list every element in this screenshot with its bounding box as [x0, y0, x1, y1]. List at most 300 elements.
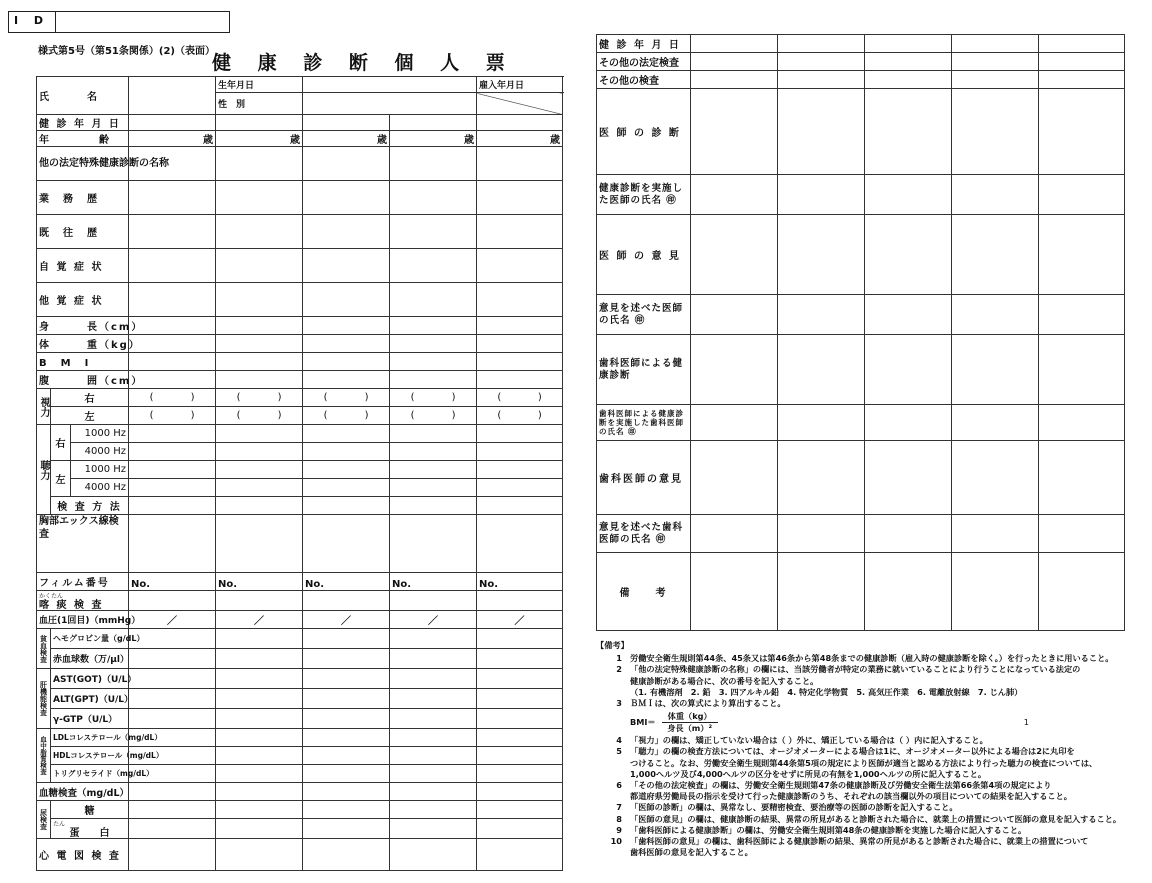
film-no-value-1[interactable]: No. — [129, 573, 216, 591]
exam-date-value-3[interactable] — [865, 35, 952, 53]
bmi-value-1[interactable] — [129, 353, 216, 371]
bp-value-3[interactable]: ／ — [303, 611, 390, 629]
doctor-diag-value-5[interactable] — [1039, 89, 1125, 175]
table-row — [37, 839, 563, 871]
alt-value-1[interactable] — [129, 689, 216, 709]
subjective-value-1[interactable] — [129, 249, 216, 283]
note-text: 「視力」の欄は、矯正していない場合は（ ）外に、矯正している場合は（ ）内に記入すること。 — [630, 735, 988, 746]
name-value[interactable] — [129, 77, 216, 115]
doctor-opinion-value-2[interactable] — [778, 215, 865, 295]
age-value-3[interactable]: 歳 — [303, 131, 390, 147]
hearing-l4000-value-5[interactable] — [477, 479, 563, 497]
vision-left-label: 左 — [51, 407, 129, 425]
note-item — [596, 825, 1144, 836]
note-text: 「医師の診断」の欄は、異常なし、要精密検査、要治療等の医師の診断を記入すること。 — [630, 802, 958, 813]
dental-opinion-name-value-5[interactable] — [1039, 515, 1125, 553]
table-row — [37, 479, 563, 497]
sputum-value-1[interactable] — [129, 591, 216, 611]
ecg-value-3[interactable] — [303, 839, 390, 871]
name-label: 氏 名 — [37, 77, 129, 115]
remarks-value-3[interactable] — [865, 553, 952, 631]
waist-value-5[interactable] — [477, 371, 563, 389]
ggt-value-3[interactable] — [303, 709, 390, 729]
test-method-value-1[interactable] — [129, 497, 216, 515]
remarks-value-2[interactable] — [778, 553, 865, 631]
hearing-r1000-value-1[interactable] — [129, 425, 216, 443]
ast-value-2[interactable] — [216, 669, 303, 689]
opinion-doctor-name-label: 意見を述べた医師の氏名 ㊞ — [597, 295, 691, 335]
ggt-value-5[interactable] — [477, 709, 563, 729]
rbc-value-1[interactable] — [129, 649, 216, 669]
weight-value-4[interactable] — [390, 335, 477, 353]
vision-label: 視力 — [37, 389, 51, 425]
ldl-value-4[interactable] — [390, 729, 477, 747]
hearing-l1000-value-4[interactable] — [390, 461, 477, 479]
exam_date-value-5[interactable] — [477, 115, 563, 131]
other-test-value-4[interactable] — [952, 71, 1039, 89]
ggt-value-2[interactable] — [216, 709, 303, 729]
note-text: 「その他の法定検査」の欄は、労働安全衛生規則第47条の健康診断及び労働安全衛生法第66条第4項の規定により 都道府県労働局長の指示を受けて行った健康診断のうち、それぞれの該当欄以外の項目についての結果を記入すること。 — [630, 780, 1072, 802]
vision-left-value-3[interactable] — [303, 407, 390, 425]
hdl-value-2[interactable] — [216, 747, 303, 765]
past_history-value-3[interactable] — [303, 215, 390, 249]
dental-name-value-1[interactable] — [691, 405, 778, 441]
dental-opinion-value-2[interactable] — [778, 441, 865, 515]
dental-value-3[interactable] — [865, 335, 952, 405]
doctor-opinion-value-3[interactable] — [865, 215, 952, 295]
note-text: ＢＭＩは、次の算式により算出すること。 — [630, 698, 786, 709]
table-row — [37, 371, 563, 389]
vision-right-label: 右 — [51, 389, 129, 407]
other_exam-label: 他の法定特殊健康診断の名称 — [37, 147, 129, 181]
doctor-diag-label: 医 師 の 診 断 — [597, 89, 691, 175]
vision-paren: ( ) — [236, 392, 282, 403]
hearing-r1000-value-4[interactable] — [390, 425, 477, 443]
vision-right-value-3[interactable] — [303, 389, 390, 407]
hearing-l1000-value-5[interactable] — [477, 461, 563, 479]
alt-value-5[interactable] — [477, 689, 563, 709]
doctor-name-value-4[interactable] — [952, 175, 1039, 215]
protein-value-5[interactable] — [477, 819, 563, 839]
chest-xray-value-3[interactable] — [303, 515, 390, 573]
waist-value-4[interactable] — [390, 371, 477, 389]
bp-value-4[interactable]: ／ — [390, 611, 477, 629]
note-number: 9 — [616, 824, 622, 835]
note-item — [596, 836, 1144, 858]
height-value-5[interactable] — [477, 317, 563, 335]
hgb-value-2[interactable] — [216, 629, 303, 649]
objective-value-4[interactable] — [390, 283, 477, 317]
exam_date-value-2[interactable] — [216, 115, 303, 131]
other-legal-value-2[interactable] — [778, 53, 865, 71]
birth-value[interactable] — [303, 77, 477, 93]
ggt-label: γ-GTP（U/L） — [51, 709, 129, 729]
table-row — [597, 553, 1125, 631]
table-row — [37, 77, 563, 93]
exam_date-value-1[interactable] — [129, 115, 216, 131]
other-legal-label: その他の法定検査 — [597, 53, 691, 71]
sputum-value-4[interactable] — [390, 591, 477, 611]
vision-left-value-4[interactable] — [390, 407, 477, 425]
dental-opinion-name-value-2[interactable] — [778, 515, 865, 553]
hearing-l1000-value-2[interactable] — [216, 461, 303, 479]
glucose-value-5[interactable] — [477, 783, 563, 801]
vision-right-value-1[interactable] — [129, 389, 216, 407]
rbc-value-3[interactable] — [303, 649, 390, 669]
ldl-value-3[interactable] — [303, 729, 390, 747]
vision-left-value-1[interactable] — [129, 407, 216, 425]
objective-value-5[interactable] — [477, 283, 563, 317]
past_history-value-2[interactable] — [216, 215, 303, 249]
bmi-fraction — [662, 711, 718, 734]
bmi-label: B M I — [37, 353, 129, 371]
bp-value-5[interactable]: ／ — [477, 611, 563, 629]
weight-label: 体 重（kg） — [37, 335, 129, 353]
work_history-value-2[interactable] — [216, 181, 303, 215]
protein-value-3[interactable] — [303, 819, 390, 839]
exam-date-value-5[interactable] — [1039, 35, 1125, 53]
hgb-value-3[interactable] — [303, 629, 390, 649]
doctor-diag-value-1[interactable] — [691, 89, 778, 175]
bmi-value-5[interactable] — [477, 353, 563, 371]
vision-paren: ( ) — [410, 392, 456, 403]
other_exam-value-3[interactable] — [303, 147, 390, 181]
sputum-value-5[interactable] — [477, 591, 563, 611]
waist-value-2[interactable] — [216, 371, 303, 389]
doctor-name-value-5[interactable] — [1039, 175, 1125, 215]
vision-left-value-2[interactable] — [216, 407, 303, 425]
doctor-name-value-2[interactable] — [778, 175, 865, 215]
dental-value-1[interactable] — [691, 335, 778, 405]
age-value-4[interactable]: 歳 — [390, 131, 477, 147]
hearing-l4000-value-1[interactable] — [129, 479, 216, 497]
hgb-value-5[interactable] — [477, 629, 563, 649]
chest-xray-label: 胸部エックス線検査 — [37, 515, 129, 573]
lipid-label: 血中脂質検査 — [37, 729, 51, 783]
test-method-label: 検 査 方 法 — [51, 497, 129, 515]
other-test-value-2[interactable] — [778, 71, 865, 89]
other-test-value-1[interactable] — [691, 71, 778, 89]
other_exam-value-5[interactable] — [477, 147, 563, 181]
chest-xray-value-1[interactable] — [129, 515, 216, 573]
hgb-value-4[interactable] — [390, 629, 477, 649]
alt-label: ALT(GPT)（U/L） — [51, 689, 129, 709]
work_history-value-3[interactable] — [303, 181, 390, 215]
hdl-value-5[interactable] — [477, 747, 563, 765]
objective-value-1[interactable] — [129, 283, 216, 317]
objective-value-2[interactable] — [216, 283, 303, 317]
dental-value-2[interactable] — [778, 335, 865, 405]
note-text: 「他の法定特殊健康診断の名称」の欄には、当該労働者が特定の業務に就いていることにより行うことになっている法定の 健康診断がある場合に、次の番号を記入すること。 （1. 有機溶剤 2. 鉛 3. 四アルキル鉛 4. 特定化学物質 5. 高気圧作業 6. 電離放射線 7. じん肺） — [630, 664, 1081, 697]
vision-paren: ( ) — [323, 410, 369, 421]
opinion-doctor-name-value-3[interactable] — [865, 295, 952, 335]
alt-value-4[interactable] — [390, 689, 477, 709]
bmi-value-2[interactable] — [216, 353, 303, 371]
work_history-value-1[interactable] — [129, 181, 216, 215]
note-number: 1 — [616, 653, 622, 664]
doctor-opinion-value-1[interactable] — [691, 215, 778, 295]
sex-label: 性 別 — [216, 93, 303, 115]
rbc-value-4[interactable] — [390, 649, 477, 669]
dental-value-4[interactable] — [952, 335, 1039, 405]
other_exam-value-4[interactable] — [390, 147, 477, 181]
hearing-r4000-value-5[interactable] — [477, 443, 563, 461]
age-value-1[interactable]: 歳 — [129, 131, 216, 147]
hearing-r1000-value-5[interactable] — [477, 425, 563, 443]
exam-date-value-2[interactable] — [778, 35, 865, 53]
vision-left-value-5[interactable] — [477, 407, 563, 425]
ecg-value-4[interactable] — [390, 839, 477, 871]
glucose-value-2[interactable] — [216, 783, 303, 801]
glucose-value-1[interactable] — [129, 783, 216, 801]
bmi-value-4[interactable] — [390, 353, 477, 371]
note-text: 労働安全衛生規則第44条、45条又は第46条から第48条までの健康診断（雇入時の健康診断を除く。）を行ったときに用いること。 — [630, 653, 1114, 664]
left-record-table — [36, 76, 563, 871]
subjective-value-3[interactable] — [303, 249, 390, 283]
test-method-value-3[interactable] — [303, 497, 390, 515]
chest-xray-value-4[interactable] — [390, 515, 477, 573]
other-legal-value-5[interactable] — [1039, 53, 1125, 71]
other-legal-value-3[interactable] — [865, 53, 952, 71]
form-number: 様式第5号（第51条関係）(2)（表面） — [38, 46, 215, 57]
ldl-value-5[interactable] — [477, 729, 563, 747]
other-test-label: その他の検査 — [597, 71, 691, 89]
dental-name-value-3[interactable] — [865, 405, 952, 441]
dental-value-5[interactable] — [1039, 335, 1125, 405]
table-row — [37, 335, 563, 353]
vision-paren: ( ) — [497, 410, 542, 421]
film-no-value-5[interactable]: No. — [477, 573, 563, 591]
waist-label: 腹 囲（cm） — [37, 371, 129, 389]
age-value-5[interactable]: 歳 — [477, 131, 563, 147]
weight-value-5[interactable] — [477, 335, 563, 353]
chest-xray-value-5[interactable] — [477, 515, 563, 573]
tg-value-3[interactable] — [303, 765, 390, 783]
objective-value-3[interactable] — [303, 283, 390, 317]
ldl-value-2[interactable] — [216, 729, 303, 747]
hearing-r4000-value-3[interactable] — [303, 443, 390, 461]
exam_date-value-3[interactable] — [303, 115, 390, 131]
doctor-opinion-value-4[interactable] — [952, 215, 1039, 295]
other-test-value-5[interactable] — [1039, 71, 1125, 89]
other-legal-value-1[interactable] — [691, 53, 778, 71]
height-value-3[interactable] — [303, 317, 390, 335]
vision-right-value-5[interactable] — [477, 389, 563, 407]
dental-name-value-2[interactable] — [778, 405, 865, 441]
ggt-value-1[interactable] — [129, 709, 216, 729]
weight-value-2[interactable] — [216, 335, 303, 353]
hearing-r4000-value-2[interactable] — [216, 443, 303, 461]
past_history-value-4[interactable] — [390, 215, 477, 249]
doctor-name-value-3[interactable] — [865, 175, 952, 215]
bp-value-2[interactable]: ／ — [216, 611, 303, 629]
dental-opinion-value-4[interactable] — [952, 441, 1039, 515]
hearing-l1000-value-3[interactable] — [303, 461, 390, 479]
dental-opinion-name-value-4[interactable] — [952, 515, 1039, 553]
table-row — [37, 249, 563, 283]
protein-value-2[interactable] — [216, 819, 303, 839]
note-number: 6 — [616, 780, 622, 791]
ast-value-1[interactable] — [129, 669, 216, 689]
table-row — [37, 765, 563, 783]
ast-value-3[interactable] — [303, 669, 390, 689]
table-row — [37, 819, 563, 839]
doctor-name-value-1[interactable] — [691, 175, 778, 215]
doctor-diag-value-4[interactable] — [952, 89, 1039, 175]
exam-date-value-4[interactable] — [952, 35, 1039, 53]
hearing-l4000-value-4[interactable] — [390, 479, 477, 497]
past_history-value-5[interactable] — [477, 215, 563, 249]
sugar-value-1[interactable] — [129, 801, 216, 819]
table-row — [37, 573, 563, 591]
other-test-value-3[interactable] — [865, 71, 952, 89]
doctor-opinion-value-5[interactable] — [1039, 215, 1125, 295]
table-row — [37, 425, 563, 443]
subjective-value-4[interactable] — [390, 249, 477, 283]
sex-value[interactable] — [303, 93, 477, 115]
right-record-table — [596, 34, 1125, 631]
opinion-doctor-name-value-5[interactable] — [1039, 295, 1125, 335]
hire-value[interactable] — [477, 93, 563, 115]
glucose-value-3[interactable] — [303, 783, 390, 801]
tg-value-2[interactable] — [216, 765, 303, 783]
height-label: 身 長（cm） — [37, 317, 129, 335]
note-number: 7 — [616, 802, 622, 813]
tg-value-5[interactable] — [477, 765, 563, 783]
alt-value-2[interactable] — [216, 689, 303, 709]
table-row — [37, 649, 563, 669]
exam_date-label: 健 診 年 月 日 — [37, 115, 129, 131]
alt-value-3[interactable] — [303, 689, 390, 709]
bmi-value-3[interactable] — [303, 353, 390, 371]
table-row — [37, 611, 563, 629]
dental-opinion-value-1[interactable] — [691, 441, 778, 515]
table-row — [37, 461, 563, 479]
dental-opinion-value-3[interactable] — [865, 441, 952, 515]
test-method-value-5[interactable] — [477, 497, 563, 515]
ecg-value-5[interactable] — [477, 839, 563, 871]
test-method-value-2[interactable] — [216, 497, 303, 515]
remarks-value-5[interactable] — [1039, 553, 1125, 631]
note-item — [596, 653, 1144, 664]
hearing-l4000-value-2[interactable] — [216, 479, 303, 497]
table-row — [597, 53, 1125, 71]
other_exam-value-2[interactable] — [216, 147, 303, 181]
remarks-value-4[interactable] — [952, 553, 1039, 631]
film-no-value-4[interactable]: No. — [390, 573, 477, 591]
table-row — [37, 115, 563, 131]
table-row — [37, 591, 563, 611]
past_history-value-1[interactable] — [129, 215, 216, 249]
table-row — [37, 353, 563, 371]
hearing-l4000-value-3[interactable] — [303, 479, 390, 497]
glucose-value-4[interactable] — [390, 783, 477, 801]
sputum-value-2[interactable] — [216, 591, 303, 611]
note-number: 4 — [616, 735, 622, 746]
height-value-4[interactable] — [390, 317, 477, 335]
waist-value-3[interactable] — [303, 371, 390, 389]
film-no-value-3[interactable]: No. — [303, 573, 390, 591]
dental-name-value-4[interactable] — [952, 405, 1039, 441]
other-legal-value-4[interactable] — [952, 53, 1039, 71]
ggt-value-4[interactable] — [390, 709, 477, 729]
doctor-diag-value-3[interactable] — [865, 89, 952, 175]
dental-opinion-value-5[interactable] — [1039, 441, 1125, 515]
subjective-value-5[interactable] — [477, 249, 563, 283]
table-row — [597, 215, 1125, 295]
sputum-value-3[interactable] — [303, 591, 390, 611]
exam_date-value-4[interactable] — [390, 115, 477, 131]
dental-name-value-5[interactable] — [1039, 405, 1125, 441]
protein-value-1[interactable] — [129, 819, 216, 839]
protein-value-4[interactable] — [390, 819, 477, 839]
opinion-doctor-name-value-2[interactable] — [778, 295, 865, 335]
table-row — [37, 147, 563, 181]
subjective-value-2[interactable] — [216, 249, 303, 283]
protein-text: 蛋 白 — [69, 827, 110, 839]
rbc-value-5[interactable] — [477, 649, 563, 669]
hdl-value-3[interactable] — [303, 747, 390, 765]
hearing-r4000-value-1[interactable] — [129, 443, 216, 461]
vision-right-value-2[interactable] — [216, 389, 303, 407]
vision-right-value-4[interactable] — [390, 389, 477, 407]
sputum-text: 喀 痰 検 査 — [39, 599, 104, 611]
ast-value-4[interactable] — [390, 669, 477, 689]
hearing-r1000-value-2[interactable] — [216, 425, 303, 443]
objective-label: 他 覚 症 状 — [37, 283, 129, 317]
sugar-value-3[interactable] — [303, 801, 390, 819]
hearing-r1000-value-3[interactable] — [303, 425, 390, 443]
sugar-value-2[interactable] — [216, 801, 303, 819]
remarks-value-1[interactable] — [691, 553, 778, 631]
ast-value-5[interactable] — [477, 669, 563, 689]
sugar-value-5[interactable] — [477, 801, 563, 819]
chest-xray-value-2[interactable] — [216, 515, 303, 573]
table-row — [37, 729, 563, 747]
opinion-doctor-name-value-4[interactable] — [952, 295, 1039, 335]
height-value-2[interactable] — [216, 317, 303, 335]
dental-opinion-name-value-3[interactable] — [865, 515, 952, 553]
work_history-value-4[interactable] — [390, 181, 477, 215]
dental-opinion-name-label: 意見を述べた歯科医師の氏名 ㊞ — [597, 515, 691, 553]
test-method-value-4[interactable] — [390, 497, 477, 515]
ecg-value-2[interactable] — [216, 839, 303, 871]
dental-opinion-name-value-1[interactable] — [691, 515, 778, 553]
weight-value-3[interactable] — [303, 335, 390, 353]
anemia-label: 貧血検査 — [37, 629, 51, 669]
hearing-r4000-value-4[interactable] — [390, 443, 477, 461]
ecg-value-1[interactable] — [129, 839, 216, 871]
hearing-l1000-value-1[interactable] — [129, 461, 216, 479]
exam-date-value-1[interactable] — [691, 35, 778, 53]
hire-label: 雇入年月日 — [477, 77, 563, 93]
weight-value-1[interactable] — [129, 335, 216, 353]
tg-value-4[interactable] — [390, 765, 477, 783]
age-value-2[interactable]: 歳 — [216, 131, 303, 147]
doctor-diag-value-2[interactable] — [778, 89, 865, 175]
opinion-doctor-name-value-1[interactable] — [691, 295, 778, 335]
table-row — [37, 689, 563, 709]
rbc-value-2[interactable] — [216, 649, 303, 669]
bp-value-1[interactable]: ／ — [129, 611, 216, 629]
hdl-value-4[interactable] — [390, 747, 477, 765]
work_history-value-5[interactable] — [477, 181, 563, 215]
note-number: 2 — [616, 664, 622, 675]
film-no-value-2[interactable]: No. — [216, 573, 303, 591]
table-row — [37, 709, 563, 729]
table-row — [597, 295, 1125, 335]
sugar-value-4[interactable] — [390, 801, 477, 819]
